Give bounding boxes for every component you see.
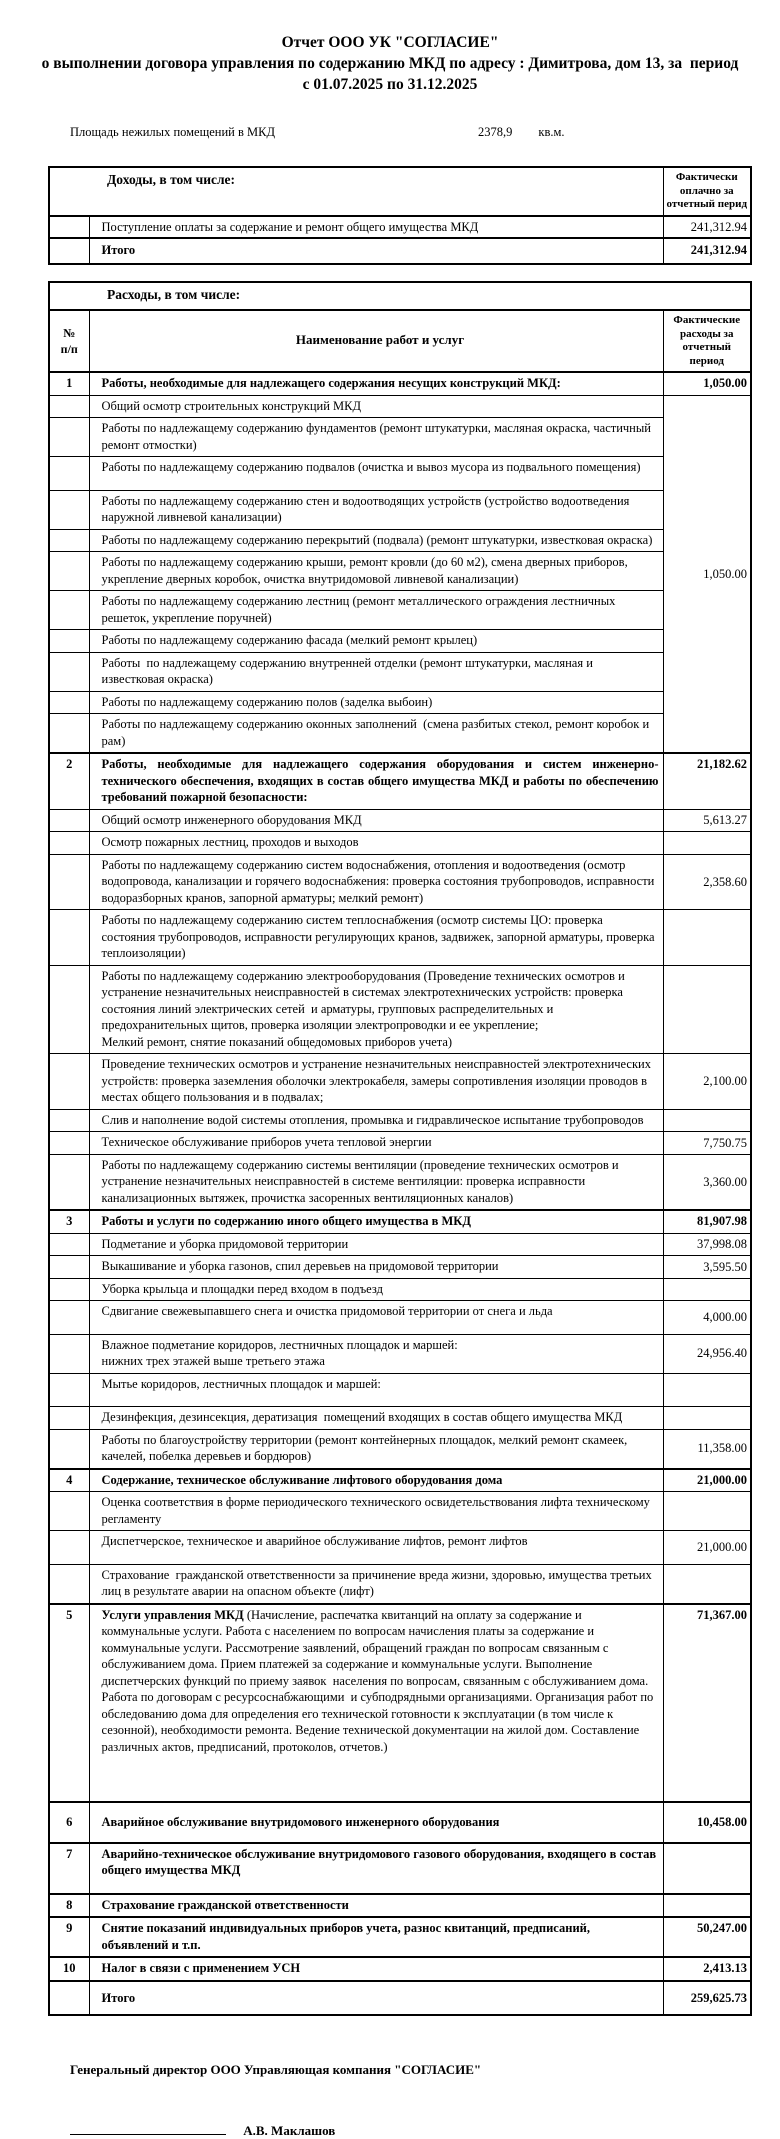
area-line (48, 125, 752, 140)
row-number (49, 854, 89, 910)
table-row (49, 1407, 751, 1430)
table-row (49, 1843, 751, 1894)
income-total-label: Итого (89, 238, 663, 264)
table-row (49, 832, 751, 855)
director-line: Генеральный директор ООО Управляющая компания "СОГЛАСИЕ" (70, 2062, 482, 2077)
expenses-columns-row (49, 310, 751, 372)
row-number (49, 591, 89, 630)
row-value: 50,247.00 (663, 1917, 751, 1957)
row-value: 11,358.00 (663, 1429, 751, 1469)
income-row-value: 241,312.94 (663, 216, 751, 239)
row-label: Итого (89, 1981, 663, 2016)
income-table (48, 166, 752, 265)
row-label: Работы по надлежащему содержанию оконных заполнений (смена разбитых стекол, ремонт коробок и рам) (89, 714, 663, 754)
row-label: Работы по надлежащему содержанию системы вентиляции (проведение технических осмотров и устранение незначительных неисправностей в системе вентиляции: проверка исправности канализационных вытяжек, прочистка засоренных вентиляционных каналов) (89, 1154, 663, 1210)
row-value (663, 1894, 751, 1918)
row-label: Работы по благоустройству территории (ремонт контейнерных площадок, мелкий ремонт скамеек, качелей, побелка деревьев и бордюров) (89, 1429, 663, 1469)
row-number (49, 832, 89, 855)
row-number: 2 (49, 753, 89, 809)
row-label: Содержание, техническое обслуживание лифтового оборудования дома (89, 1469, 663, 1492)
row-number (49, 1132, 89, 1155)
signature-line (70, 2122, 226, 2135)
row-number (49, 1429, 89, 1469)
row-number (49, 652, 89, 691)
row-value: 71,367.00 (663, 1604, 751, 1803)
row-label: Услуги управления МКД (Начисление, распечатка квитанций на оплату за содержание и коммунальные услуги. Работа с населением по вопросам начисления платы за содержание и коммунальные услуги. Рассмотрение заявлений, обращений граждан по вопросам связанным с обслуживанием дома. Прием платежей за содержание и коммунальные услуги. Выполнение диспетчерских функций по приему заявок населения по вопросам, связанным с обслуживанием дома. Работа по договорам с ресурсоснабжающими и субподрядными организациями. Организация работ по обследованию дома для определения его технической готовности к эксплуатации (в том числе к сезонной), необходимости ремонта. Ведение технической документации на жилой дом. Составление различных актов, предписаний, протоколов, отчетов.) (89, 1604, 663, 1803)
row-label: Работы по надлежащему содержанию фундаментов (ремонт штукатурки, масляная окраска, частичный ремонт отмостки) (89, 418, 663, 457)
row-number (49, 1256, 89, 1279)
row-label: Работы по надлежащему содержанию подвалов (очистка и вывоз мусора из подвального помещения) (89, 457, 663, 491)
area-unit: кв.м. (538, 125, 565, 139)
table-row (49, 1132, 751, 1155)
row-value: 10,458.00 (663, 1802, 751, 1843)
row-number (49, 1531, 89, 1565)
report-title-line1: Отчет ООО УК "СОГЛАСИЕ" (281, 34, 499, 51)
row-number: 6 (49, 1802, 89, 1843)
row-value (663, 1407, 751, 1430)
row-number (49, 1054, 89, 1110)
table-row (49, 457, 751, 491)
row-label: Работы по надлежащему содержанию систем водоснабжения, отопления и водоотведения (осмотр водопровода, канализации и горячего водоснабжения: проверка состояния трубопроводов, исправности водоразборных кранов, запорной арматуры; мелкий ремонт) (89, 854, 663, 910)
row-value: 1,050.00 (663, 372, 751, 395)
row-number (49, 714, 89, 754)
row-label: Страхование гражданской ответственности за причинение вреда жизни, здоровью, имущества третьих лиц в результате аварии на опасном объекте (лифт) (89, 1564, 663, 1604)
row-number (49, 552, 89, 591)
signature-block (48, 2122, 752, 2139)
income-total-value: 241,312.94 (663, 238, 751, 264)
report-title-line2: о выполнении договора управления по содержанию МКД по адресу : Димитрова, дом 13, за период (41, 55, 739, 72)
row-number (49, 1233, 89, 1256)
table-row (49, 529, 751, 552)
table-row (49, 910, 751, 966)
table-row (49, 1564, 751, 1604)
row-number (49, 630, 89, 653)
expenses-section-label: Расходы, в том числе: (49, 282, 751, 311)
income-total-row (49, 238, 751, 264)
table-row (49, 1469, 751, 1492)
table-row (49, 1210, 751, 1233)
row-label: Аварийно-техническое обслуживание внутридомового газового оборудования, входящего в состав общего имущества МКД (89, 1843, 663, 1894)
income-header-row (49, 167, 751, 216)
row-value: 2,358.60 (663, 854, 751, 910)
row-value: 1,050.00 (663, 395, 751, 753)
row-value: 3,595.50 (663, 1256, 751, 1279)
row-number (49, 910, 89, 966)
row-label: Подметание и уборка придомовой территории (89, 1233, 663, 1256)
table-row (49, 372, 751, 395)
row-label: Общий осмотр инженерного оборудования МКД (89, 809, 663, 832)
row-number (49, 1154, 89, 1210)
table-row (49, 395, 751, 418)
table-row (49, 1492, 751, 1531)
table-row (49, 1109, 751, 1132)
table-row (49, 1054, 751, 1110)
row-label: Снятие показаний индивидуальных приборов учета, разнос квитанций, предписаний, объявлений и т.п. (89, 1917, 663, 1957)
row-label: Работы, необходимые для надлежащего содержания несущих конструкций МКД: (89, 372, 663, 395)
row-label: Оценка соответствия в форме периодического технического освидетельствования лифта техническому регламенту (89, 1492, 663, 1531)
table-row (49, 691, 751, 714)
row-value (663, 910, 751, 966)
row-label: Слив и наполнение водой системы отопления, промывка и гидравлическое испытание трубопроводов (89, 1109, 663, 1132)
table-row (49, 1154, 751, 1210)
row-label: Работы по надлежащему содержанию перекрытий (подвала) (ремонт штукатурки, известковая окраска) (89, 529, 663, 552)
expenses-col-num-header: № п/п (49, 310, 89, 372)
row-number (49, 809, 89, 832)
income-row-label: Поступление оплаты за содержание и ремонт общего имущества МКД (89, 216, 663, 239)
table-row (49, 1334, 751, 1373)
row-value (663, 1373, 751, 1407)
row-label: Аварийное обслуживание внутридомового инженерного оборудования (89, 1802, 663, 1843)
row-label: Работы по надлежащему содержанию стен и водоотводящих устройств (устройство водоотведения наружной ливневой канализации) (89, 490, 663, 529)
row-value (663, 1564, 751, 1604)
table-row (49, 1802, 751, 1843)
row-value: 7,750.75 (663, 1132, 751, 1155)
row-value: 2,413.13 (663, 1957, 751, 1981)
row-value (663, 832, 751, 855)
table-row (49, 418, 751, 457)
row-label: Работы по надлежащему содержанию лестниц (ремонт металлического ограждения лестничных решеток, укрепление поручней) (89, 591, 663, 630)
table-row (49, 1278, 751, 1301)
expenses-table (48, 281, 752, 2017)
row-label: Проведение технических осмотров и устранение незначительных неисправностей электротехнических устройств: проверка заземления оболочки электрокабеля, замеры сопротивления изоляции проводов в местах общего пользования и в подвалах; (89, 1054, 663, 1110)
table-row (49, 490, 751, 529)
row-value: 3,360.00 (663, 1154, 751, 1210)
table-row (49, 1981, 751, 2016)
row-label: Работы по надлежащему содержанию фасада (мелкий ремонт крылец) (89, 630, 663, 653)
expenses-col-value-header: Фактические расходы за отчетный период (663, 310, 751, 372)
row-label: Работы, необходимые для надлежащего содержания оборудования и систем инженерно-технического обеспечения, входящих в состав общего имущества МКД и работы по обеспечению требований пожарной безопасности: (89, 753, 663, 809)
row-number (49, 1334, 89, 1373)
table-row (49, 1429, 751, 1469)
row-label: Общий осмотр строительных конструкций МКД (89, 395, 663, 418)
table-row (49, 630, 751, 653)
row-label: Работы по надлежащему содержанию электрооборудования (Проведение технических осмотров и устранение незначительных неисправностей в системах электротехнических устройств: проверка состояния линий электрических сетей и арматуры, групповых распределительных и предохранительных щитов, проверка изоляции электропроводки и ее укрепление; Мелкий ремонт, снятие показаний общедомовых приборов учета) (89, 965, 663, 1054)
row-label: Техническое обслуживание приборов учета тепловой энергии (89, 1132, 663, 1155)
table-row (49, 652, 751, 691)
table-row (49, 216, 751, 239)
row-number (49, 418, 89, 457)
expenses-band-row (49, 282, 751, 311)
row-label: Страхование гражданской ответственности (89, 1894, 663, 1918)
row-label: Сдвигание свежевыпавшего снега и очистка придомовой территории от снега и льда (89, 1301, 663, 1335)
row-value: 4,000.00 (663, 1301, 751, 1335)
row-number: 9 (49, 1917, 89, 1957)
row-number: 5 (49, 1604, 89, 1803)
signature-name: А.В. Маклашов (243, 2123, 336, 2138)
row-number (49, 1981, 89, 2016)
row-number (49, 1373, 89, 1407)
table-row (49, 714, 751, 754)
row-label: Осмотр пожарных лестниц, проходов и выходов (89, 832, 663, 855)
row-number (49, 1278, 89, 1301)
row-label: Работы по надлежащему содержанию крыши, ремонт кровли (до 60 м2), смена дверных приборов, укрепление дверных коробок, очистка внутридомовой ливневой канализации) (89, 552, 663, 591)
row-number: 10 (49, 1957, 89, 1981)
table-row (49, 1256, 751, 1279)
row-label: Дезинфекция, дезинсекция, дератизация помещений входящих в состав общего имущества МКД (89, 1407, 663, 1430)
row-value (663, 1109, 751, 1132)
table-row (49, 965, 751, 1054)
row-number: 4 (49, 1469, 89, 1492)
row-number (49, 1301, 89, 1335)
row-label: Диспетчерское, техническое и аварийное обслуживание лифтов, ремонт лифтов (89, 1531, 663, 1565)
row-label: Уборка крыльца и площадки перед входом в подъезд (89, 1278, 663, 1301)
row-value: 21,182.62 (663, 753, 751, 809)
row-label: Налог в связи с применением УСН (89, 1957, 663, 1981)
row-number (49, 1109, 89, 1132)
expenses-col-name-header: Наименование работ и услуг (89, 310, 663, 372)
table-row (49, 552, 751, 591)
row-number (49, 1407, 89, 1430)
area-label: Площадь нежилых помещений в МКД (70, 125, 275, 139)
row-value (663, 1278, 751, 1301)
row-number: 1 (49, 372, 89, 395)
row-number: 8 (49, 1894, 89, 1918)
report-title-line3: с 01.07.2025 по 31.12.2025 (302, 76, 478, 93)
table-row (49, 1604, 751, 1803)
row-value (663, 1843, 751, 1894)
row-number: 7 (49, 1843, 89, 1894)
row-number (49, 457, 89, 491)
expenses-tbody (49, 282, 751, 2016)
row-label: Мытье коридоров, лестничных площадок и маршей: (89, 1373, 663, 1407)
table-row (49, 1301, 751, 1335)
row-number (49, 529, 89, 552)
row-value: 81,907.98 (663, 1210, 751, 1233)
table-row (49, 1957, 751, 1981)
row-number (49, 395, 89, 418)
table-row (49, 1233, 751, 1256)
row-label: Выкашивание и уборка газонов, спил деревьев на придомовой территории (89, 1256, 663, 1279)
income-row-num (49, 216, 89, 239)
row-number: 3 (49, 1210, 89, 1233)
table-row (49, 591, 751, 630)
row-value (663, 965, 751, 1054)
income-col-value-header: Фактически оплачно за отчетный перид (663, 167, 751, 216)
table-row (49, 1917, 751, 1957)
row-value: 5,613.27 (663, 809, 751, 832)
row-label: Работы по надлежащему содержанию полов (заделка выбоин) (89, 691, 663, 714)
row-number (49, 1564, 89, 1604)
row-value: 24,956.40 (663, 1334, 751, 1373)
table-row (49, 753, 751, 809)
row-value: 21,000.00 (663, 1531, 751, 1565)
row-label: Работы по надлежащему содержанию систем теплоснабжения (осмотр системы ЦО: проверка состояния трубопроводов, исправности регулирующих кранов, задвижек, запорной арматуры, проверка теплоизоляции) (89, 910, 663, 966)
table-row (49, 1894, 751, 1918)
row-label: Работы по надлежащему содержанию внутренней отделки (ремонт штукатурки, масляная и известковая окраска) (89, 652, 663, 691)
row-value: 21,000.00 (663, 1469, 751, 1492)
table-row (49, 1373, 751, 1407)
row-number (49, 490, 89, 529)
area-value: 2378,9 (478, 125, 513, 139)
row-number (49, 1492, 89, 1531)
table-row (49, 854, 751, 910)
row-label: Влажное подметание коридоров, лестничных площадок и маршей: нижних трех этажей выше третьего этажа (89, 1334, 663, 1373)
row-value: 37,998.08 (663, 1233, 751, 1256)
report-content (48, 125, 752, 2139)
table-row (49, 809, 751, 832)
row-number (49, 965, 89, 1054)
income-total-num (49, 238, 89, 264)
row-value: 259,625.73 (663, 1981, 751, 2016)
row-value: 2,100.00 (663, 1054, 751, 1110)
row-value (663, 1492, 751, 1531)
row-number (49, 691, 89, 714)
table-row (49, 1531, 751, 1565)
row-label: Работы и услуги по содержанию иного общего имущества в МКД (89, 1210, 663, 1233)
income-section-label: Доходы, в том числе: (49, 167, 663, 216)
